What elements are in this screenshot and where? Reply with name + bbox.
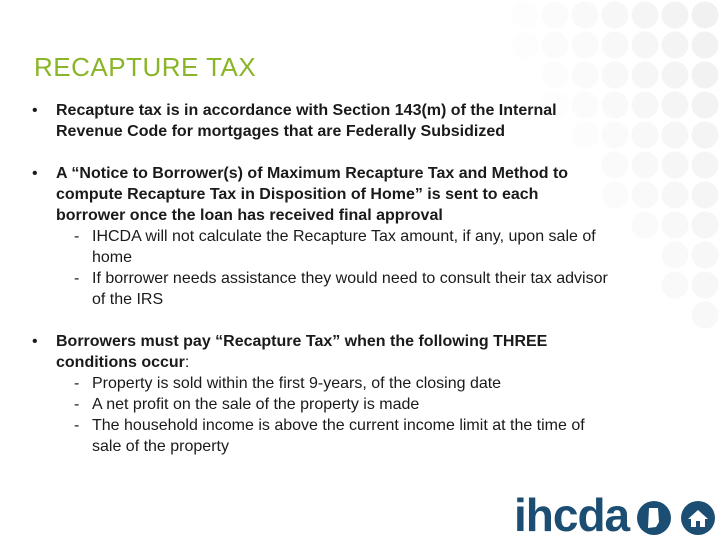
bullet-text-line: compute Recapture Tax in Disposition of Home” is sent to each — [56, 186, 539, 203]
sub-bullet-marker: - — [74, 375, 80, 392]
sub-bullet-text-line: home — [92, 249, 133, 266]
decorative-dot — [512, 2, 539, 29]
sub-bullet-text-line: IHCDA will not calculate the Recapture Tax amount, if any, upon sale of — [92, 228, 596, 245]
decorative-dot — [572, 32, 599, 59]
sub-bullet-text-line: Property is sold within the first 9-years, of the closing date — [92, 375, 502, 392]
decorative-dot — [572, 2, 599, 29]
sub-bullet-text-line: sale of the property — [92, 438, 229, 455]
decorative-dot — [662, 32, 689, 59]
sub-bullet-item — [56, 415, 680, 457]
bullet-marker: • — [32, 165, 38, 182]
decorative-dot — [542, 2, 569, 29]
decorative-dot — [692, 32, 719, 59]
decorative-dot — [692, 92, 719, 119]
sub-bullet-text-line: The household income is above the current income limit at the time of — [92, 417, 585, 434]
logo-icons — [636, 500, 720, 536]
bullet-item — [30, 100, 680, 142]
bullet-text-line: Recapture tax is in accordance with Section 143(m) of the Internal — [56, 102, 557, 119]
decorative-dot — [692, 242, 719, 269]
slide-title: RECAPTURE TAX — [34, 52, 257, 82]
sub-bullet-marker: - — [74, 396, 80, 413]
decorative-dot — [692, 182, 719, 209]
sub-bullet-marker: - — [74, 270, 80, 287]
bullet-text-line: conditions occur: — [56, 354, 190, 371]
sub-bullet-item — [56, 373, 680, 394]
bullet-item — [30, 163, 680, 310]
bullet-list — [30, 100, 680, 478]
decorative-dot — [662, 2, 689, 29]
decorative-dot — [692, 62, 719, 89]
decorative-dot — [542, 62, 569, 89]
decorative-dot — [602, 2, 629, 29]
sub-bullet-marker: - — [74, 417, 80, 434]
sub-bullet-item — [56, 268, 680, 310]
decorative-dot — [692, 302, 719, 329]
decorative-dot — [512, 32, 539, 59]
ihcda-logo — [514, 489, 720, 541]
decorative-dot — [602, 32, 629, 59]
indiana-state-icon — [637, 501, 671, 535]
bullet-text-line: borrower once the loan has received final approval — [56, 207, 443, 224]
bullet-suffix: : — [184, 354, 190, 371]
decorative-dot — [632, 2, 659, 29]
decorative-dot — [692, 272, 719, 299]
decorative-dot — [572, 62, 599, 89]
bullet-item — [30, 331, 680, 457]
decorative-dot — [542, 32, 569, 59]
bullet-text-line: A “Notice to Borrower(s) of Maximum Recapture Tax and Method to — [56, 165, 569, 182]
decorative-dot — [662, 62, 689, 89]
bullet-marker: • — [32, 102, 38, 119]
decorative-dot — [692, 212, 719, 239]
sub-bullet-item — [56, 394, 680, 415]
decorative-dot — [632, 32, 659, 59]
decorative-dot — [692, 152, 719, 179]
sub-bullet-marker: - — [74, 228, 80, 245]
bullet-marker: • — [32, 333, 38, 350]
house-icon — [681, 501, 715, 535]
decorative-dot — [602, 62, 629, 89]
decorative-dot — [632, 62, 659, 89]
sub-bullet-text-line: If borrower needs assistance they would need to consult their tax advisor — [92, 270, 608, 287]
decorative-dot — [692, 2, 719, 29]
logo-wordmark: ihcda — [514, 489, 630, 541]
sub-bullet-text-line: of the IRS — [92, 291, 164, 308]
sub-bullet-item — [56, 226, 680, 268]
bullet-text-line: Revenue Code for mortgages that are Federally Subsidized — [56, 123, 505, 140]
decorative-dot — [692, 122, 719, 149]
sub-bullet-text-line: A net profit on the sale of the property is made — [92, 396, 420, 413]
bullet-text-line: Borrowers must pay “Recapture Tax” when the following THREE — [56, 333, 548, 350]
